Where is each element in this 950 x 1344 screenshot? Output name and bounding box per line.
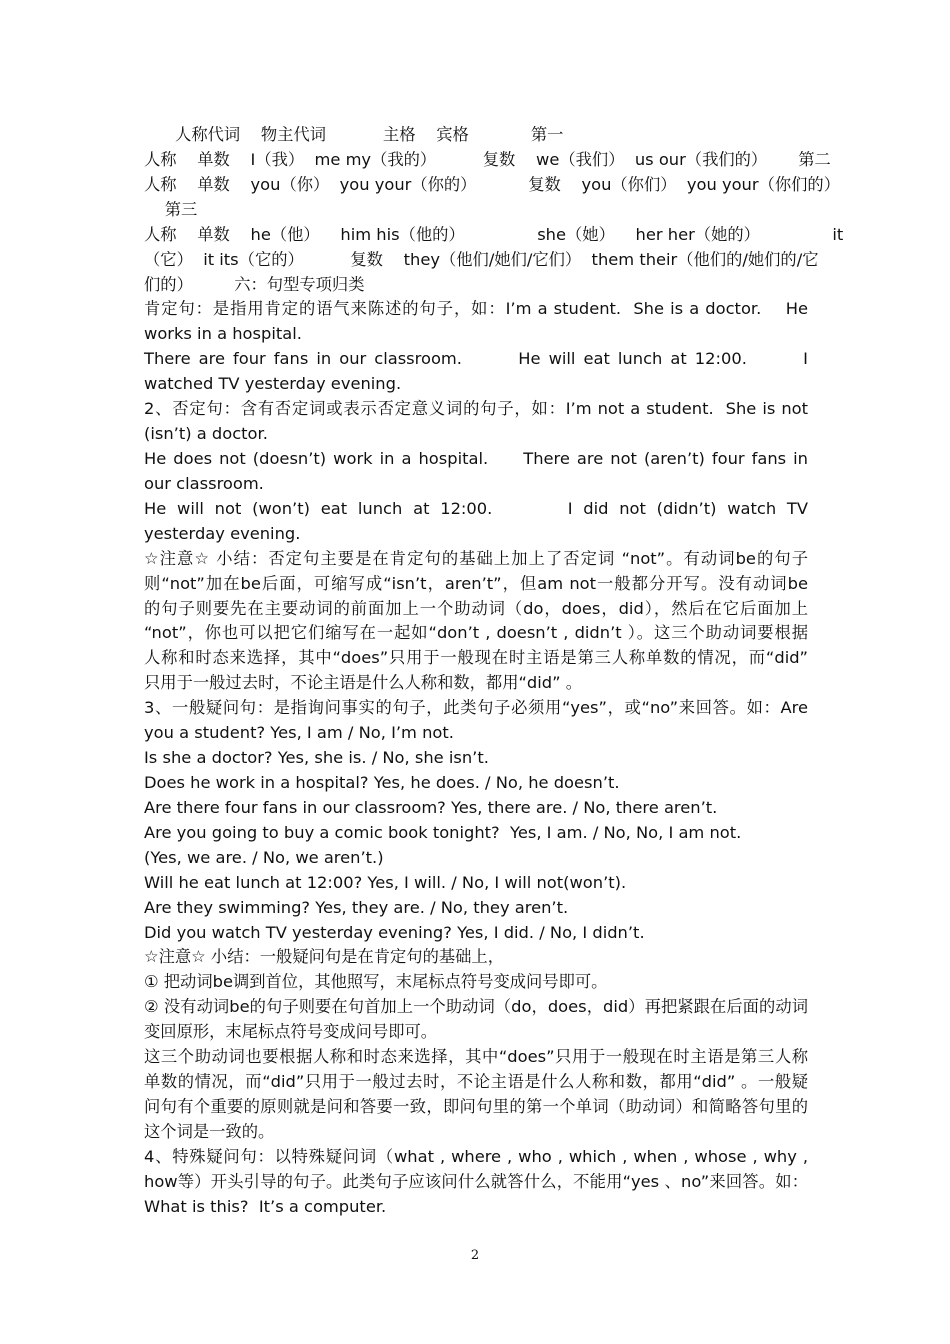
text-line: 2、否定句：含有否定词或表示否定意义词的句子，如：I’m not a student. She is not (144, 399, 808, 419)
text-line: （它） it its（它的） 复数 they（他们/她们/它们） them their（他们的/她们的/它 (144, 249, 819, 269)
page-body-text (144, 123, 844, 1220)
text-line: 人称 单数 he（他） him his（他的） she（她） her her（她的） it (144, 224, 844, 244)
text-line: Will he eat lunch at 12:00? Yes, I will. / No, I will not(won’t). (144, 872, 627, 892)
text-line: 人称代词 物主代词 主格 宾格 第一 (144, 125, 564, 144)
text-line: 变回原形，末尾标点符号变成问号即可。 (144, 1022, 438, 1042)
text-line: Are you going to buy a comic book tonight? Yes, I am. / No, No, I am not. (144, 822, 742, 842)
text-line: 问句有个重要的原则就是问和答要一致，即问句里的第一个单词（助动词）和简略答句里的 (144, 1096, 808, 1116)
text-line: 只用于一般过去时，不论主语是什么人称和数，都用“did” 。 (144, 673, 582, 693)
text-line: watched TV yesterday evening. (144, 374, 402, 394)
text-line: He does not (doesn’t) work in a hospital. There are not (aren’t) four fans in (144, 448, 808, 468)
text-line: Is she a doctor? Yes, she is. / No, she isn’t. (144, 748, 489, 768)
text-line: ☆注意☆ 小结：一般疑问句是在肯定句的基础上， (144, 947, 504, 967)
text-line: 第三 (144, 199, 198, 219)
text-line: (Yes, we are. / No, we aren’t.) (144, 847, 384, 867)
text-line: yesterday evening. (144, 523, 301, 543)
text-line: What is this? It’s a computer. (144, 1196, 387, 1216)
text-line: Are they swimming? Yes, they are. / No, they aren’t. (144, 897, 569, 917)
text-line: ① 把动词be调到首位，其他照写，末尾标点符号变成问号即可。 (144, 972, 608, 992)
text-line: 这三个助动词也要根据人称和时态来选择，其中“does”只用于一般现在时主语是第三人称 (144, 1047, 808, 1067)
text-line: works in a hospital. (144, 324, 302, 344)
text-line: 人称 单数 you（你） you your（你的） 复数 you（你们） you your（你们的） (144, 174, 840, 194)
text-line: 则“not”加在be后面，可缩写成“isn’t，aren’t”，但am not一般都分开写。没有动词be (144, 573, 808, 593)
text-line: There are four fans in our classroom. He will eat lunch at 12:00. I (144, 349, 808, 369)
text-line: 3、一般疑问句：是指询问事实的句子，此类句子必须用“yes”，或“no”来回答。如：Are (144, 698, 808, 718)
text-line: Did you watch TV yesterday evening? Yes, I did. / No, I didn’t. (144, 922, 645, 942)
text-line: our classroom. (144, 473, 264, 493)
text-line: ☆注意☆ 小结：否定句主要是在肯定句的基础上加上了否定词 “not”。有动词be的句子 (144, 548, 808, 568)
text-line: (isn’t) a doctor. (144, 424, 268, 444)
text-line: 这个词是一致的。 (144, 1121, 275, 1141)
text-line: 人称 单数 I（我） me my（我的） 复数 we（我们） us our（我们的） 第二 (144, 149, 831, 169)
text-line: He will not (won’t) eat lunch at 12:00. I did not (didn’t) watch TV (144, 498, 808, 518)
text-line: Are there four fans in our classroom? Yes, there are. / No, there aren’t. (144, 797, 718, 817)
text-line: you a student? Yes, I am / No, I’m not. (144, 723, 454, 743)
text-line: 人称和时态来选择，其中“does”只用于一般现在时主语是第三人称单数的情况，而“did” (144, 648, 808, 668)
page-number: 2 (470, 1248, 480, 1263)
text-line: 单数的情况，而“did”只用于一般过去时，不论主语是什么人称和数，都用“did” 。一般疑 (144, 1072, 808, 1092)
text-line: how等）开头引导的句子。此类句子应该问什么就答什么，不能用“yes 、no”来回答。如： (144, 1171, 808, 1191)
text-line: ② 没有动词be的句子则要在句首加上一个助动词（do，does，did）再把紧跟在后面的动词 (144, 997, 808, 1017)
text-line: Does he work in a hospital? Yes, he does. / No, he doesn’t. (144, 772, 620, 792)
text-line: 们的） 六：句型专项归类 (144, 274, 365, 294)
text-line: 的句子则要先在主要动词的前面加上一个助动词（do，does，did），然后在它后面加上 (144, 598, 808, 618)
text-line: “not”，你也可以把它们缩写在一起如“don’t , doesn’t , didn’t ）。这三个助动词要根据 (144, 623, 808, 643)
text-line: 4、特殊疑问句：以特殊疑问词（what , where , who , which , when , whose , why , (144, 1146, 808, 1166)
text-line: 肯定句：是指用肯定的语气来陈述的句子，如：I’m a student. She is a doctor. He (144, 299, 808, 319)
